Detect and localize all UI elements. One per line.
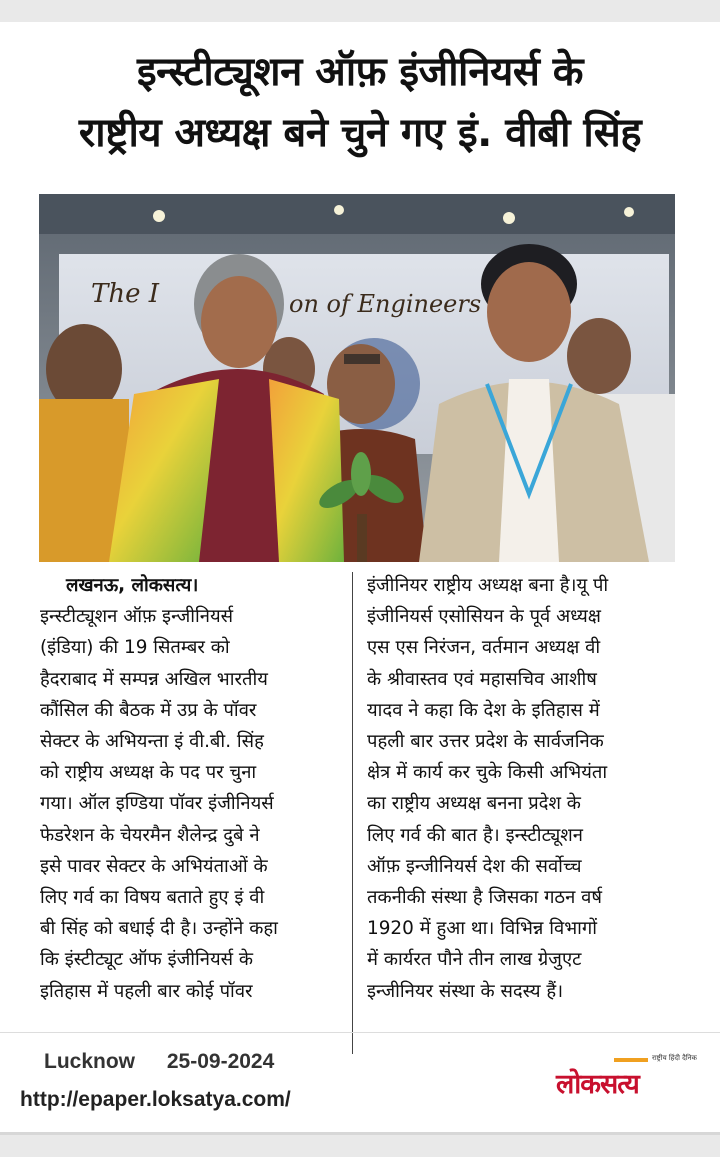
article-line: (इंडिया) की 19 सितम्बर को: [40, 637, 230, 659]
footer-date: 25-09-2024: [166, 1050, 275, 1073]
article-line: क्षेत्र में कार्य कर चुके किसी अभियंता: [367, 762, 608, 784]
article-line: में कार्यरत पौने तीन लाख ग्रेजुएट: [367, 949, 582, 971]
article-line: तकनीकी संस्था है जिसका गठन वर्ष: [367, 887, 603, 909]
article-column-left: [40, 570, 345, 1007]
logo-wordmark: लोकसत्य: [556, 1069, 639, 1100]
article-line: इंजीनियर्स एसोसियन के पूर्व अध्यक्ष: [367, 606, 601, 628]
article-line: इंजीनियर राष्ट्रीय अध्यक्ष बना है।यू पी: [367, 575, 609, 596]
article-line: लिए गर्व की बात है। इन्स्टीट्यूशन: [367, 824, 583, 846]
article-line: इतिहास में पहली बार कोई पॉवर: [40, 980, 253, 1002]
logo-stripe: [614, 1058, 648, 1062]
article-line: इन्स्टीट्यूशन ऑफ़ इन्जीनियर्स: [40, 606, 234, 628]
article-line: इन्जीनियर संस्था के सदस्य हैं।: [367, 980, 564, 1002]
article-column-right: [367, 570, 672, 1007]
dateline: लखनऊ, लोकसत्य।: [66, 575, 199, 596]
top-bar: [0, 0, 720, 22]
article-line: ऑफ़ इन्जीनियर्स देश की सर्वोच्च: [367, 855, 582, 877]
article-line: 1920 में हुआ था। विभिन्न विभागों: [367, 918, 598, 940]
article-line: यादव ने कहा कि देश के इतिहास में: [367, 699, 600, 721]
article-line: फेडरेशन के चेयरमैन शैलेन्द्र दुबे ने: [40, 824, 260, 846]
article-line: एस एस निरंजन, वर्तमान अध्यक्ष वी: [367, 637, 601, 659]
headline-line-2: राष्ट्रीय अध्यक्ष बने चुने गए इं. वीबी सिंह: [78, 110, 642, 156]
article-line: बी सिंह को बधाई दी है। उन्होंने कहा: [40, 918, 278, 940]
footer-city: Lucknow: [44, 1050, 136, 1073]
bottom-bar: [0, 1135, 720, 1157]
article-line: का राष्ट्रीय अध्यक्ष बनना प्रदेश के: [367, 793, 581, 815]
article-line: को राष्ट्रीय अध्यक्ष के पद पर चुना: [40, 762, 257, 784]
footer-divider: [0, 1032, 720, 1033]
headline: [20, 42, 700, 164]
article-line: पहली बार उत्तर प्रदेश के सार्वजनिक: [367, 731, 604, 753]
backdrop-text-right: on of Engineers: [289, 290, 482, 318]
article-line: कौंसिल की बैठक में उप्र के पॉवर: [40, 699, 257, 721]
footer-url[interactable]: http://epaper.loksatya.com/: [20, 1088, 291, 1111]
article-line: इसे पावर सेक्टर के अभियंताओं के: [40, 855, 268, 877]
article-line: गया। ऑल इण्डिया पॉवर इंजीनियर्स: [40, 793, 274, 815]
logo-tagline: राष्ट्रीय हिंदी दैनिक: [652, 1054, 697, 1062]
newspaper-clipping: [0, 22, 720, 1135]
column-divider: [352, 572, 353, 1054]
article-line: के श्रीवास्तव एवं महासचिव आशीष: [367, 668, 597, 690]
article-line: लिए गर्व का विषय बताते हुए इं वी: [40, 887, 265, 909]
footer-location-date: [44, 1050, 300, 1074]
backdrop-text-left: The I: [91, 279, 160, 309]
loksatya-logo: [556, 1054, 698, 1100]
article-line: सेक्टर के अभियन्ता इं वी.बी. सिंह: [40, 731, 264, 753]
headline-line-1: इन्स्टीट्यूशन ऑफ़ इंजीनियर्स के: [136, 49, 584, 95]
news-photo: [39, 194, 675, 562]
article-line: कि इंस्टीट्यूट ऑफ इंजीनियर्स के: [40, 949, 254, 971]
article-line: हैदराबाद में सम्पन्न अखिल भारतीय: [40, 668, 268, 690]
